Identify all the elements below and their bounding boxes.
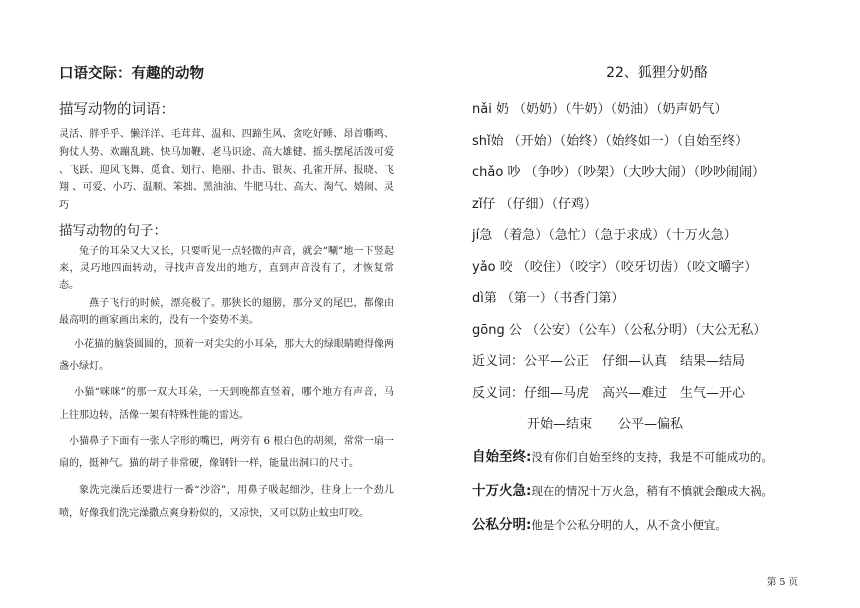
word-items: （公安）（公车）（公私分明）（大公无私） [525, 322, 767, 338]
word-row [472, 220, 812, 252]
word-row [472, 189, 812, 221]
words-heading: 描写动物的词语： [59, 102, 175, 118]
paragraph-elephant: 象洗完澡后还要进行一番“沙浴”，用鼻子吸起细沙，往身上一个劲儿喷，好像我们洗完澡撒点爽身粉似的，又凉快，又可以防止蚊虫叮咬。 [59, 485, 394, 519]
lesson-title: 22、狐狸分奶酪 [606, 65, 708, 81]
left-column [59, 62, 394, 525]
word-items: （奶奶）（牛奶）（奶油）（奶声奶气） [512, 102, 728, 117]
idiom-sentence: 现在的情况十万火急，稍有不慎就会酿成大祸。 [531, 483, 773, 498]
word-items: （争吵）（吵架）（大吵大闹）（吵吵闹闹） [524, 165, 765, 180]
character-head: yǎo 咬 [472, 259, 513, 275]
paragraph-rabbit: 兔子的耳朵又大又长，只要听见一点轻微的声音，就会“唰”地一下竖起来，灵巧地四面转动，寻找声音发出的地方，直到声音没有了，才恢复常态。 [59, 245, 394, 292]
idiom-example [472, 441, 812, 475]
character-head: shǐ始 [472, 133, 504, 149]
paragraph-cat-whiskers: 小猫鼻子下面有一张人字形的嘴巴，两旁有 6 根白色的胡须，常常一扇一扇的，挺神气。猫的胡子非常硬，像钢针一样，能量出洞口的尺寸。 [59, 436, 394, 469]
character-head: gōng 公 [472, 322, 522, 338]
sentences-heading: 描写动物的句子： [59, 222, 167, 239]
word-row [472, 94, 812, 126]
animal-words-list: 灵活、胖乎乎、懒洋洋、毛茸茸、温和、四蹄生风、贪吃好睡、昂首嘶鸣、狗仗人势、欢蹦乱跳、快马加鞭、老马识途、高大雄健、摇头摆尾活泼可爱 、飞跃、迎风飞舞、觅食、划行、艳丽、扑击、银灰、孔雀开屏、报晓、飞翔 、可爱、小巧、温顺、笨拙、黑油油、牛肥马壮、高大、淘气、嬉闹、灵巧 [59, 129, 394, 212]
idiom-term: 十万火急: [472, 482, 532, 499]
word-items: （仔细）（仔鸡） [499, 196, 597, 212]
character-head: zǐ仔 [472, 196, 496, 212]
word-row [472, 126, 812, 158]
page-number: 第 5 页 [766, 577, 798, 588]
character-head: jí急 [472, 228, 493, 243]
word-row [472, 252, 812, 284]
antonyms-line-continued: 开始—结束 公平—偏私 [527, 417, 684, 432]
idiom-sentence: 他是个公私分明的人，从不贪小便宜。 [531, 517, 727, 532]
idiom-example [472, 475, 812, 509]
word-row [472, 315, 812, 347]
idiom-term: 自始至终: [472, 448, 532, 465]
idiom-term: 公私分明: [472, 516, 532, 533]
right-column [472, 62, 812, 543]
synonyms-line: 近义词：公平—公正 仔细—认真 结果—结局 [472, 354, 746, 369]
word-items: （着急）（急忙）（急于求成）（十万火急） [496, 228, 737, 243]
paragraph-swallow: 燕子飞行的时候，漂亮极了。那狭长的翅膀，那分叉的尾巴，都像由最高明的画家画出来的，没有一个姿势不美。 [59, 297, 394, 326]
word-items: （第一）（书香门第） [500, 291, 625, 306]
paragraph-cat-ears: 小猫“咪咪”的那一双大耳朵，一天到晚都直竖着，哪个地方有声音，马上往那边转，活像一架有特殊性能的雷达。 [59, 387, 394, 421]
antonyms-line: 反义词：仔细—马虎 高兴—难过 生气—开心 [472, 385, 746, 401]
word-items: （开始）（始终）（始终如一）（自始至终） [507, 133, 749, 149]
idiom-sentence: 没有你们自始至终的支持，我是不可能成功的。 [531, 449, 773, 464]
character-head: nǎi 奶 [472, 102, 509, 117]
section-title: 口语交际：有趣的动物 [59, 66, 204, 82]
idiom-example [472, 509, 812, 543]
word-row [472, 157, 812, 189]
word-row [472, 283, 812, 315]
character-head: dì第 [472, 291, 497, 306]
word-items: （咬住）（咬字）（咬牙切齿）（咬文嚼字） [516, 259, 758, 275]
character-head: chǎo 吵 [472, 165, 521, 180]
paragraph-cat-head: 小花猫的脑袋圆圆的，顶着一对尖尖的小耳朵，那大大的绿眼睛瞪得像两盏小绿灯。 [59, 339, 394, 372]
